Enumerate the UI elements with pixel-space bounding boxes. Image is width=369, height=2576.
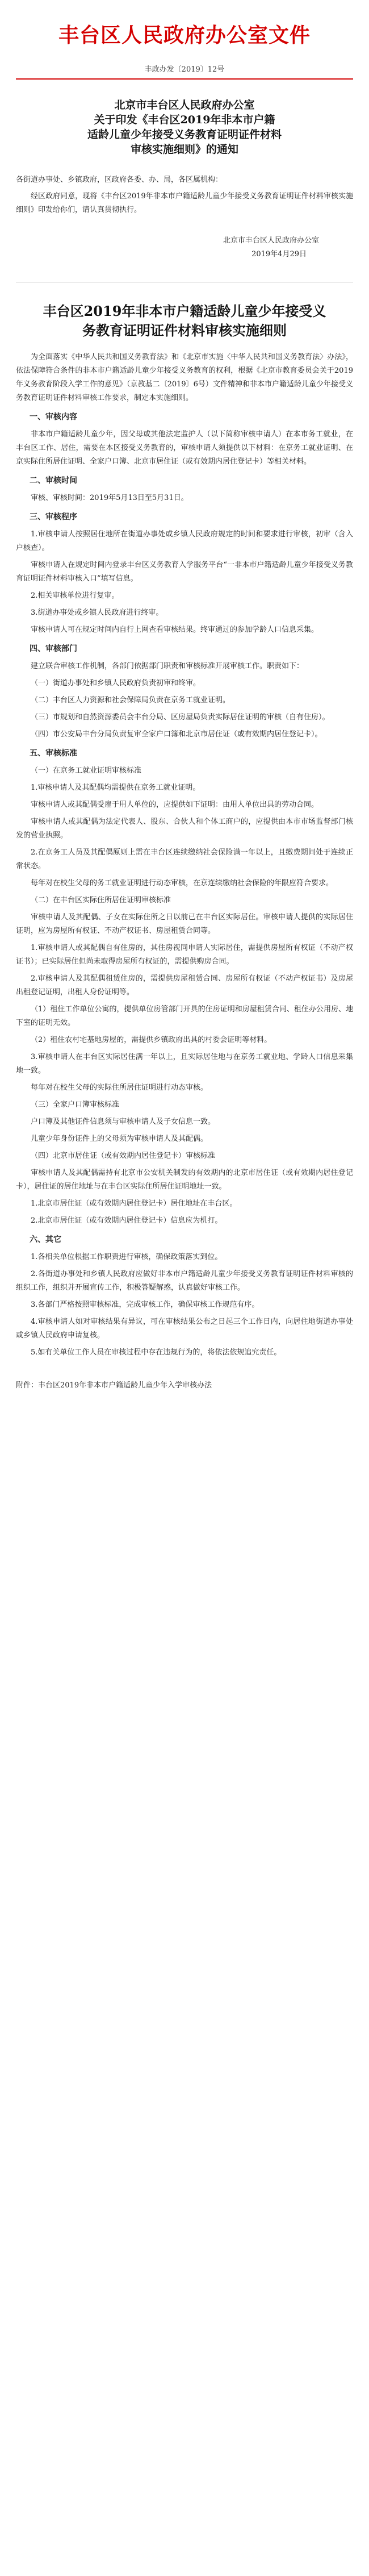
section-sub-item: （二）丰台区人力资源和社会保障局负责在京务工就业证明。 bbox=[31, 696, 230, 705]
notice-date: 2019年4月29日 bbox=[251, 250, 307, 259]
section-paragraph: 审核申请人或其配偶为法定代表人、股东、合伙人和个体工商户的，应提供由本市市场监督部门核发的营业执照。 bbox=[16, 818, 353, 840]
section-paragraph: 非本市户籍适龄儿童少年，因父母或其他法定监护人（以下简称审核申请人）在本市务工就业，在丰台区工作、居住，需要在本区接受义务教育的，审核申请人须提供以下材料：在京务工就业证明、在京实际住所居住证明、全家户口簿、北京市居住证（或有效期内居住登记卡）等相关材料。 bbox=[16, 430, 353, 466]
section-heading: 五、审核标准 bbox=[30, 749, 77, 758]
section-sub-item: （二）在丰台区实际住所居住证明审核标准 bbox=[31, 896, 171, 904]
section-paragraph: 1.北京市居住证（或有效期内居住登记卡）居住地址在丰台区。 bbox=[31, 1199, 237, 1208]
section-paragraph: 审核、审核时间：2019年5月13日至5月31日。 bbox=[31, 494, 188, 502]
section-paragraph: 1.各相关单位根据工作职责进行审核，确保政策落实到位。 bbox=[31, 1253, 223, 1261]
section-paragraph: 审核申请人可在规定时间内自行上网查看审核结果。终审通过的参加学龄人口信息采集。 bbox=[31, 626, 319, 634]
rules-title-line: 丰台区2019年非本市户籍适龄儿童少年接受义 bbox=[43, 303, 326, 319]
section-paragraph: 1.审核申请人及其配偶均需提供在京务工就业证明。 bbox=[31, 783, 200, 792]
section-paragraph: 5.如有关单位工作人员在审核过程中存在违规行为的，将依法依规追究责任。 bbox=[31, 1348, 282, 1357]
section-paragraph: 2.各街道办事处和乡镇人民政府应做好非本市户籍适龄儿童少年接受义务教育证明证件材料审核的组织工作，组织并开展宣传工作，积极答疑解惑，认真做好审核工作。 bbox=[16, 1270, 353, 1292]
section-paragraph: 审核申请人在规定时间内登录丰台区义务教育入学服务平台“一非本市户籍适龄儿童少年接受义务教育证明证件材料审核入口”填写信息。 bbox=[16, 561, 353, 583]
section-paragraph: 2.在京务工人员及其配偶原则上需在丰台区连续缴纳社会保险满一年以上，且缴费期间处于连续正常状态。 bbox=[16, 848, 353, 870]
section-paragraph: 1.审核申请人或其配偶自有住房的，其住房视同申请人实际居住，需提供房屋所有权证（不动产权证书）；已实际居住但尚未取得房屋所有权证的，需提供购房合同。 bbox=[16, 944, 353, 966]
section-paragraph: 2.审核申请人及其配偶租赁住房的，需提供房屋租赁合同、房屋所有权证（不动产权证书）及房屋出租登记证明，出租人身份证明等。 bbox=[16, 974, 353, 997]
section-heading: 三、审核程序 bbox=[30, 512, 77, 522]
document-number: 丰政办发〔2019〕12号 bbox=[144, 65, 225, 74]
rules-sections bbox=[16, 410, 353, 1360]
section-paragraph: 每年对在校生父母的务工就业证明进行动态审核，在京连续缴纳社会保险的年限应符合要求。 bbox=[31, 879, 334, 887]
rules-section bbox=[16, 641, 353, 741]
section-sub-item: （一）街道办事处和乡镇人民政府负责初审和终审。 bbox=[31, 679, 201, 687]
section-paragraph: 儿童少年身份证件上的父母须为审核申请人及其配偶。 bbox=[31, 1135, 208, 1143]
section-sub-item: （四）北京市居住证（或有效期内居住登记卡）审核标准 bbox=[31, 1152, 216, 1160]
section-paragraph: 3.街道办事处或乡镇人民政府进行终审。 bbox=[31, 608, 163, 617]
section-heading: 六、其它 bbox=[30, 1235, 61, 1244]
section-sub-item: （一）在京务工就业证明审核标准 bbox=[31, 766, 142, 775]
section-paragraph: 4.审核申请人如对审核结果有异议，可在审核结果公布之日起三个工作日内，向居住地街道办事处或乡镇人民政府申请复核。 bbox=[16, 1318, 353, 1340]
section-heading: 四、审核部门 bbox=[30, 644, 77, 653]
section-heading: 二、审核时间 bbox=[30, 476, 77, 485]
rules-section bbox=[16, 746, 353, 890]
section-paragraph: （1）租住工作单位公寓的，提供单位房管部门开具的住房证明和房屋租赁合同、租住办公用房、地下室的证明无效。 bbox=[16, 1005, 353, 1027]
section-paragraph: 每年对在校生父母的实际住所居住证明进行动态审核。 bbox=[31, 1083, 208, 1092]
rules-section bbox=[16, 1232, 353, 1360]
rules-section bbox=[16, 894, 353, 1095]
red-header-title: 丰台区人民政府办公室文件 bbox=[58, 23, 311, 47]
rules-section bbox=[16, 1149, 353, 1228]
notice-title-line: 关于印发《丰台区2019年非本市户籍 bbox=[94, 114, 275, 126]
section-sub-item: （三）市规划和自然资源委员会丰台分局、区房屋局负责实际居住证明的审核（自有住房）。 bbox=[31, 713, 330, 722]
red-divider bbox=[16, 78, 353, 80]
notice-title-line: 适龄儿童少年接受义务教育证明证件材料 bbox=[87, 128, 282, 141]
rules-title-line: 务教育证明证件材料审核实施细则 bbox=[82, 322, 287, 339]
notice-salutation: 各街道办事处、乡镇政府，区政府各委、办、局，各区属机构： bbox=[16, 176, 223, 184]
section-paragraph: 户口簿及其他证件信息须与审核申请人及子女信息一致。 bbox=[31, 1118, 216, 1126]
section-paragraph: （2）租住农村宅基地房屋的，需提供乡镇政府出具的村委会证明等材料。 bbox=[31, 1036, 272, 1044]
rules-section bbox=[16, 510, 353, 637]
section-paragraph: 1.审核申请人按照居住地所在街道办事处或乡镇人民政府规定的时间和要求进行审核，初审（含入户核查）。 bbox=[16, 530, 353, 552]
rules-section bbox=[16, 410, 353, 469]
section-paragraph: 建立联合审核工作机制，各部门依据部门职责和审核标准开展审核工作。职责如下： bbox=[31, 662, 304, 670]
section-paragraph: 2.相关审核单位进行复审。 bbox=[31, 591, 119, 600]
section-paragraph: 审核申请人及其配偶需持有北京市公安机关制发的有效期内的北京市居住证（或有效期内居住登记卡），居住证的居住地址与在丰台区实际住所居住证明地址一致。 bbox=[16, 1169, 353, 1191]
rules-section bbox=[16, 473, 353, 505]
rules-intro: 为全面落实《中华人民共和国义务教育法》和《北京市实施〈中华人民共和国义务教育法〉办法》，依法保障符合条件的非本市户籍适龄儿童少年接受义务教育的权利，根据《北京市教育委员会关于2019年义务教育阶段入学工作的意见》（京教基二〔2019〕6号）文件精神和非本市户籍适龄儿童少年接受义务教育证明证件材料审核工作要求，制定本实施细则。 bbox=[16, 353, 353, 402]
notice-signature: 北京市丰台区人民政府办公室 bbox=[223, 236, 319, 245]
section-paragraph: 审核申请人或其配偶受雇于用人单位的，应提供如下证明：由用人单位出具的劳动合同。 bbox=[31, 801, 319, 809]
section-paragraph: 2.北京市居住证（或有效期内居住登记卡）信息应为机打。 bbox=[31, 1216, 223, 1225]
rules-title bbox=[22, 302, 347, 340]
rules-section bbox=[16, 1098, 353, 1146]
notice-title-line: 审核实施细则》的通知 bbox=[130, 143, 238, 156]
section-paragraph: 3.各部门严格按照审核标准，完成审核工作，确保审核工作规范有序。 bbox=[31, 1300, 259, 1309]
section-sub-item: （三）全家户口簿审核标准 bbox=[31, 1101, 120, 1109]
section-paragraph: 审核申请人及其配偶、子女在实际住所之日以前已在丰台区实际居住。审核申请人提供的实际居住证明，应为房屋所有权证、不动产权证书、房屋租赁合同等。 bbox=[16, 913, 353, 935]
notice-title bbox=[27, 98, 342, 157]
section-paragraph: 3.审核申请人在丰台区实际居住满一年以上，且实际居住地与在京务工就业地、学龄人口信息采集地一致。 bbox=[16, 1053, 353, 1075]
notice-title-line: 北京市丰台区人民政府办公室 bbox=[114, 99, 255, 111]
attachment-note: 附件：丰台区2019年非本市户籍适龄儿童少年入学审核办法 bbox=[16, 1381, 212, 1390]
notice-body: 经区政府同意，现将《丰台区2019年非本市户籍适龄儿童少年接受义务教育证明证件材料审核实施细则》印发给你们，请认真贯彻执行。 bbox=[16, 192, 353, 214]
section-heading: 一、审核内容 bbox=[30, 412, 77, 422]
section-sub-item: （四）市公安局丰台分局负责复审全家户口簿和北京市居住证（或有效期内居住登记卡）。 bbox=[31, 730, 322, 739]
